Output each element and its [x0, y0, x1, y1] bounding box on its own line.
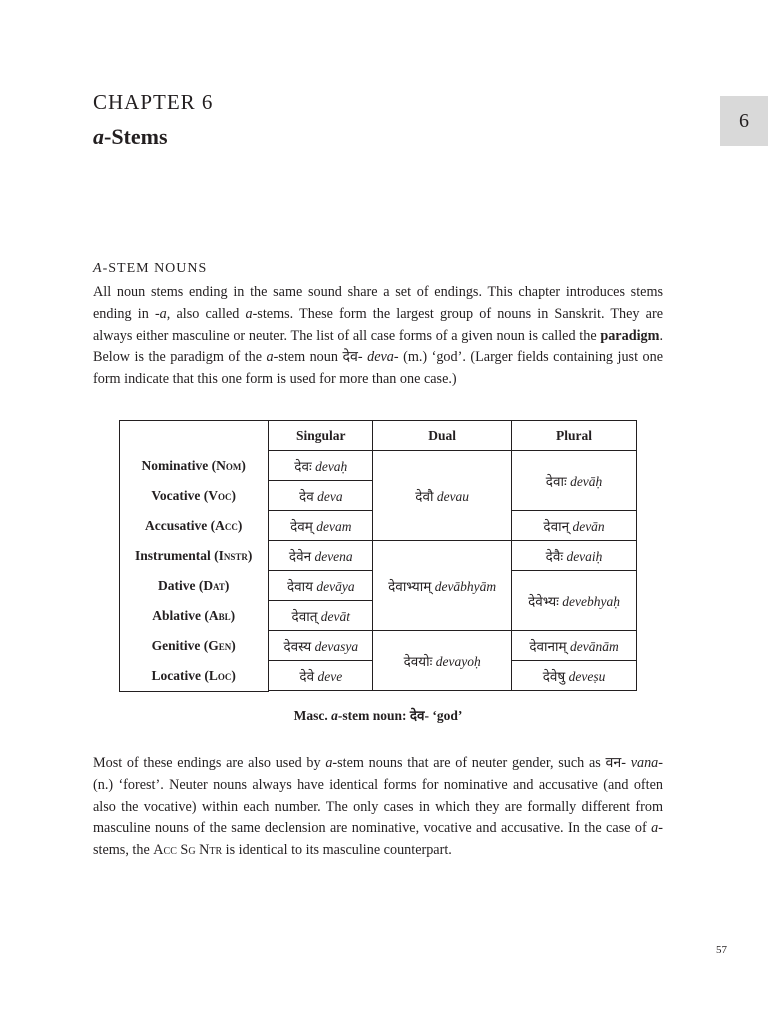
text-run: -stems. These form the largest group of nouns in Sanskrit. They are always either masculine or neuter. The list of all case forms of a given noun is called the — [93, 305, 663, 344]
transliteration: devān — [572, 518, 605, 534]
case-label — [119, 511, 269, 541]
case-label — [119, 481, 269, 511]
text-run: -stems, the — [93, 820, 663, 859]
case-abbr: Loc — [208, 667, 232, 683]
case-close: ) — [237, 517, 243, 533]
table-row — [119, 631, 637, 661]
transliteration: devānām — [569, 638, 619, 654]
plural-form — [512, 541, 637, 571]
plural-form — [512, 511, 637, 541]
header-empty — [119, 421, 269, 451]
transliteration: deveṣu — [568, 668, 606, 684]
abbreviation: Acc Sg Ntr — [153, 842, 223, 859]
header-dual: Dual — [373, 421, 512, 451]
dual-form — [373, 451, 512, 541]
section-heading-italic: A — [93, 261, 103, 276]
table-caption — [119, 706, 637, 724]
transliteration: devāḥ — [570, 473, 603, 489]
devanagari: देवाः — [545, 473, 567, 489]
case-name: Vocative ( — [151, 487, 209, 503]
singular-form — [269, 541, 373, 571]
chapter-title-italic: a — [93, 124, 104, 149]
text-run: a — [651, 820, 659, 837]
case-label — [119, 661, 269, 691]
devanagari: देवात् — [291, 608, 318, 624]
page-number: 57 — [716, 944, 727, 956]
devanagari: देव — [299, 488, 314, 504]
text-run: (n.) ‘forest’. Neuter nouns always have identical forms for nominative and accusative (and often also the vocative) within each number. The only cases in which they are formally different from masculine nouns of the same declension are nominative, vocative and accusative. In the case of — [93, 776, 663, 837]
transliteration: devau — [436, 488, 470, 504]
case-name: Accusative ( — [145, 517, 216, 533]
text-run: All noun stems ending in the same sound share a set of endings. This chapter introduces stems ending in - — [93, 284, 663, 322]
case-name: Dative ( — [157, 577, 204, 593]
case-abbr: Abl — [208, 607, 231, 623]
devanagari: देवैः — [545, 548, 564, 564]
paradigm-table — [119, 420, 637, 691]
case-abbr: Dat — [203, 577, 225, 593]
case-name: Instrumental ( — [134, 547, 219, 563]
devanagari: देवेन — [288, 548, 312, 564]
text-run: (m.) ‘god’. (Larger fields containing just one form indicate that this one form is used for more than one case.) — [93, 349, 663, 388]
devanagari: देवौ — [415, 488, 434, 504]
transliteration: devebhyaḥ — [562, 593, 621, 609]
case-name: Nominative ( — [141, 457, 217, 473]
case-close: ) — [231, 667, 236, 683]
transliteration: devaḥ — [315, 458, 348, 474]
text-run: -stem noun देव- — [273, 349, 368, 366]
transliteration: devaiḥ — [566, 548, 603, 564]
singular-form — [269, 631, 373, 661]
transliteration: devena — [314, 548, 353, 564]
transliteration: devāt — [320, 608, 351, 624]
singular-form — [269, 601, 373, 631]
singular-form — [269, 661, 373, 691]
case-abbr: Nom — [216, 457, 242, 473]
singular-form — [269, 571, 373, 601]
case-close: ) — [241, 457, 246, 473]
devanagari: देवाय — [286, 578, 313, 594]
plural-form — [512, 631, 637, 661]
singular-form — [269, 481, 373, 511]
header-singular: Singular — [269, 421, 373, 451]
plural-form — [512, 571, 637, 631]
case-close: ) — [230, 607, 236, 623]
devanagari: देवयोः — [403, 653, 433, 669]
case-label — [119, 601, 269, 631]
table-row — [119, 451, 637, 481]
transliteration: devasya — [314, 638, 359, 654]
text-run: -stem noun: देव- ‘god’ — [337, 708, 463, 723]
text-run: . Below is the paradigm of the — [93, 327, 663, 366]
plural-form — [512, 451, 637, 511]
text-run: Masc. — [293, 708, 332, 723]
case-close: ) — [231, 487, 236, 503]
header-plural: Plural — [512, 421, 637, 451]
devanagari: देवेषु — [542, 668, 566, 684]
case-abbr: Instr — [218, 547, 248, 563]
singular-form — [269, 511, 373, 541]
devanagari: देवे — [299, 668, 315, 684]
text-run: a — [331, 708, 338, 723]
section-heading-rest: -STEM NOUNS — [102, 261, 208, 276]
dual-form — [373, 541, 512, 631]
transliteration: deva — [317, 488, 343, 504]
section-heading — [93, 261, 207, 277]
text-run: a — [266, 349, 274, 366]
chapter-title — [93, 124, 168, 150]
singular-form — [269, 451, 373, 481]
text-run: a — [159, 305, 167, 322]
case-label — [119, 451, 269, 481]
transliteration: deve — [317, 668, 343, 684]
term-paradigm: paradigm — [600, 327, 660, 344]
text-run: Most of these endings are also used by — [93, 755, 326, 771]
dual-form — [373, 631, 512, 691]
chapter-label: CHAPTER 6 — [93, 90, 214, 114]
table-row — [119, 541, 637, 571]
text-run: vana- — [630, 755, 663, 771]
devanagari: देवाभ्याम् — [388, 578, 432, 594]
neuter-paragraph — [93, 753, 663, 862]
case-abbr: Acc — [215, 517, 238, 533]
devanagari: देवम् — [290, 518, 313, 534]
table-header-row — [119, 421, 637, 451]
text-run: -stem nouns that are of neuter gender, such as वन- — [332, 755, 631, 771]
case-close: ) — [231, 637, 236, 653]
case-label — [119, 571, 269, 601]
case-name: Ablative ( — [152, 607, 209, 623]
devanagari: देवस्य — [283, 638, 312, 654]
case-close: ) — [247, 547, 253, 563]
transliteration: devābhyām — [434, 578, 497, 594]
case-abbr: Gen — [208, 637, 232, 653]
devanagari: देवः — [294, 458, 312, 474]
transliteration: devam — [316, 518, 352, 534]
devanagari: देवान् — [543, 518, 570, 534]
case-label — [119, 631, 269, 661]
text-run: a — [325, 755, 333, 771]
case-abbr: Voc — [208, 487, 232, 503]
plural-form — [512, 661, 637, 691]
text-run: is identical to its masculine counterpart. — [222, 842, 452, 859]
case-close: ) — [224, 577, 230, 593]
intro-paragraph — [93, 282, 663, 391]
transliteration: devāya — [316, 578, 355, 594]
text-run: , also called — [166, 305, 246, 322]
devanagari: देवानाम् — [529, 638, 567, 654]
text-run: deva- — [367, 349, 399, 366]
transliteration: devayoḥ — [435, 653, 481, 669]
case-label — [119, 541, 269, 571]
text-run: a — [245, 305, 253, 322]
chapter-tab: 6 — [720, 96, 768, 146]
case-name: Locative ( — [151, 667, 209, 683]
devanagari: देवेभ्यः — [528, 593, 559, 609]
case-name: Genitive ( — [151, 637, 209, 653]
chapter-title-rest: -Stems — [104, 124, 168, 149]
